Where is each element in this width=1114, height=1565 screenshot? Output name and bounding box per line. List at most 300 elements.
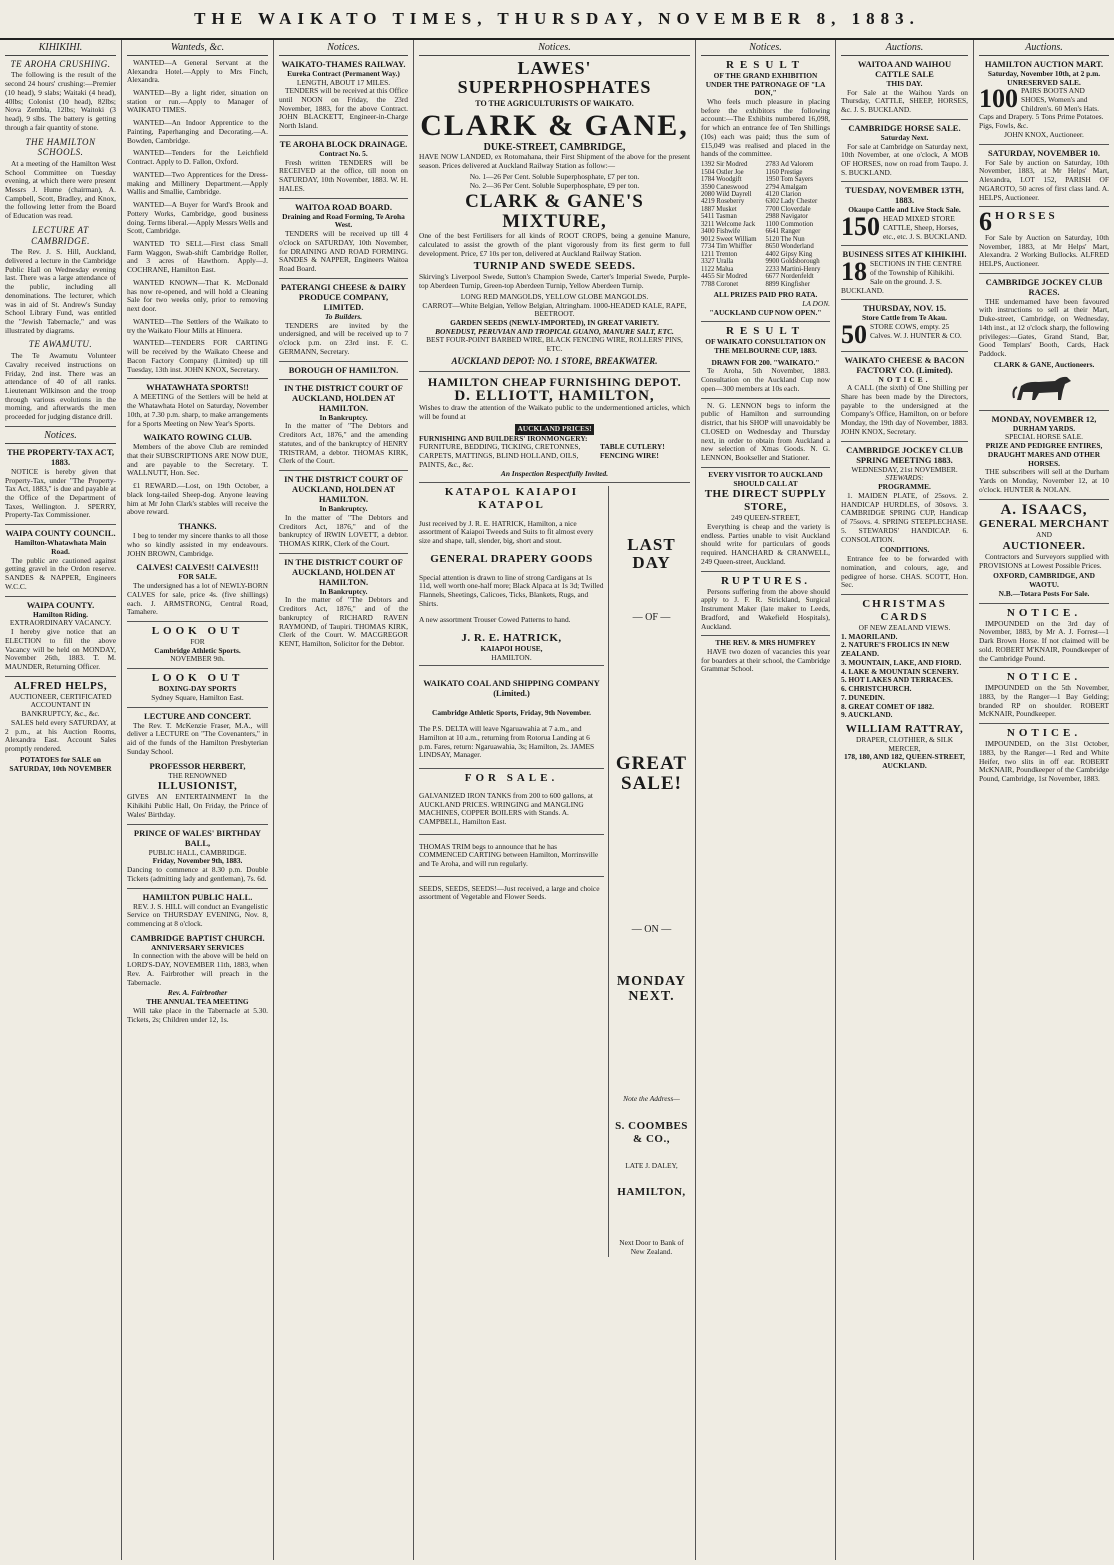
ad-sports [127,382,268,428]
column-8 [974,40,1114,1560]
notice-impound-1 [979,607,1109,664]
ad-line: TABLE CUTLERY! [600,442,665,452]
ad-body: REV. J. S. HILL will conduct an Evangelistic Service on THURSDAY EVENING, Nov. 8, commencing at 8 o'clock. [127,901,268,928]
auction-body: For Sale at the Waihou Yards on Thursday, CATTLE, SHEEP, HORSES, &c. J. S. BUCKLAND. [841,87,968,115]
ad-coal-title: WAIKATO COAL AND SHIPPING COMPANY (Limited.) [423,677,600,698]
ad-title: RESULT [725,325,805,338]
tender-title: WAIKATO-THAMES RAILWAY. [281,58,406,69]
column-2 [122,40,274,1560]
ad-title: HAMILTON CHEAP FURNISHING DEPOT. [427,374,682,389]
notice-body: IMPOUNDED, on the 31st October, 1883, by the Ranger—1 Red and White Heifer, two slits in off ear. ROBERT McKNAIR, Poundkeeper of the Cambridge Pound, Cambridge, 1st November, 1883. [979,739,1109,784]
ad-title: THANKS. [178,521,217,532]
wanted-ad: WANTED—Two Apprentices for the Dress-making and Millinery Department.—Apply Wallis and Smallie, Cambridge. [127,169,268,197]
column-heading: Auctions. [979,42,1109,56]
wanted-ad: WANTED KNOWN—That K. McDonald has now re-opened, and will hold a Cleaning Sale for two weeks only, prior to removing next door. [127,277,268,314]
auction-body: STORE COWS, empty. 25 Calves. W. J. HUNTER & CO. [870,322,962,340]
article-title: LECTURE AT CAMBRIDGE. [31,224,90,246]
auction-title: WAITOA AND WAIHOU CATTLE SALE [857,58,952,79]
column-heading: Auctions. [841,42,968,56]
ad-subtitle: OF WAIKATO CONSULTATION ON THE MELBOURNE CUP, 1883. [705,337,826,355]
entry-item: 8899 Kingfisher [765,280,810,288]
ad-subtitle: FOR SALE. [178,572,217,582]
ad-body: Will take place in the Tabernacle at 5.30. Tickets, 2s; Children under 12, 1s. [127,1005,268,1024]
ad-firm: CLARK & GANE, [420,109,689,143]
column-heading: Notices. [419,42,690,56]
reward-ad: £1 REWARD.—Lost, on 19th October, a black long-tailed Sheep-dog. Anyone leaving him at Mr John Clark's stables will receive the above reward. [127,481,268,517]
auction-title: BUSINESS SITES AT KIHIKIHI. [842,249,967,260]
ad-hall [127,892,268,929]
ad-subtitle: THE RENOWNED [168,770,227,780]
card-item: 1. MAORILAND. [841,631,898,641]
masthead-title: THE WAIKATO TIMES, THURSDAY, NOVEMBER 8, 1883. [194,9,920,28]
auction-body: For Sale by auction on Saturday, 10th November, 1883, at Mr Helps' Mart, Alexandra, LOT 152, PARISH OF NGAROTO, 50 acres of first class land. A. HELPS, Auctioneer. [979,157,1109,202]
auction-title: CAMBRIDGE HORSE SALE. [848,122,961,133]
entry-item: 1160 Prestige [765,168,803,176]
entry-item: 1211 Trenton [701,250,738,258]
ad-body: HAVE two dozen of vacancies this year for boarders at their school, the Cambridge Grammar School. [701,646,830,674]
ad-place: PUBLIC HALL, CAMBRIDGE. [148,847,247,857]
entry-item: 4219 Roseberry [701,198,745,206]
ad-forsale: FOR SALE. [464,771,559,784]
auction-title: HORSES [995,210,1058,223]
court-notice-2 [279,474,408,549]
ad-line: FENCING WIRE! [600,451,659,461]
notice-subtitle: Hamilton Riding. [32,609,89,619]
ad-title: THE REV. & MRS HUMFREY [715,638,816,648]
ad-body: SEEDS, SEEDS, SEEDS!—Just received, a large and choice assortment of Vegetable and Flower Seeds. [419,883,600,902]
auction-sub: PRIZE AND PEDIGREE ENTIRES, DRAUGHT MARES AND OTHER HORSES. [985,441,1103,468]
sale-firm: S. COOMBES & CO., [615,1119,688,1145]
notice-waipa-county [5,600,116,672]
card-item: 2. NATURE'S FROLICS IN NEW ZEALAND. [841,640,950,659]
auction-count: 150 [841,212,880,242]
tender-body: TENDERS will be received up till 4 o'clock on SATURDAY, 10th November, for DRAINING AND ROAD FORMING. SANDES & NAPPER, Engineers Waitoa Road Board. [279,229,408,274]
wanted-ad: WANTED TO SELL—First class Small Farm Waggon, Swab-shift Cambridge Roller, and 3 acres of Hawthorn. Apply—J. COCHRANE, Hamilton East. [127,239,268,275]
jockey-conditions: CONDITIONS. [879,545,930,555]
notice-title: WAIKATO CHEESE & BACON FACTORY CO. (Limited). [844,354,965,375]
ad-subtitle: OF NEW ZEALAND VIEWS. [858,622,951,632]
auction-body: For Sale by Auction on Saturday, 10th November, 1883, at Mr Helps' Mart, Alexandra. 2 Working Bullocks. ALFRED HELPS, Auctioneer. [979,232,1109,268]
entry-item: 2080 Wild Dayrell [701,190,752,198]
ad-professor [127,761,268,820]
ad-clark-gane [419,59,690,367]
ad-body: Members of the above Club are reminded that their SUBSCRIPTIONS ARE NOW DUE, and are payable to the Secretary. T. WALLNUTT, Hon. Sec. [127,442,268,478]
ad-body: Just received by J. R. E. HATRICK, Hamilton, a nice assortment of Kaiapoi Tweeds and Suits to fit almost every size and shape, tall, slender, big, short and stout. [419,518,594,546]
ad-line: LONG RED MANGOLDS, YELLOW GLOBE MANGOLDS. [460,291,649,301]
auction-title: SATURDAY, NOVEMBER 10. [987,147,1101,158]
ad-address: 178, 180, AND 182, QUEEN-STREET, AUCKLAND. [843,752,965,771]
wanted-ad: WANTED—Tenders for the Leichfield Contract. Apply to D. Fallon, Oxford. [127,148,268,167]
ad-illusionist: ILLUSIONIST, [157,780,238,793]
tender-drainage [279,139,408,194]
ad-title: HAMILTON PUBLIC HALL. [142,891,253,902]
auction-day: Saturday, November 10th, at 2 p.m. [987,68,1101,78]
tender-subtitle: Contract No. 5. [319,148,368,158]
ad-seeds: TURNIP AND SWEDE SEEDS. [473,260,636,273]
auction-count: 6 [979,207,992,237]
card-item: 9. AUCKLAND. [841,710,893,720]
article-title: THE HAMILTON SCHOOLS. [25,136,96,158]
column-5 [609,486,690,1256]
court-body: In the matter of "The Debtors and Creditors Act, 1876," and of the bankruptcy of RICHARD RAVEN RAYMOND, of Taupiri. THOMAS KIRK, Clerk of the Court. W. MACGREGOR KENT, Hamilton, Solicitor for the Debtor. [279,595,408,649]
ad-event: BOXING-DAY SPORTS [158,684,237,694]
auction-body: SECTIONS IN THE CENTRE of the Township of Kihikihi. Sale on the ground. J. S. BUCKLAND. [841,259,962,295]
sale-town: HAMILTON, [617,1186,686,1199]
jockey-stewards: STEWARDS: [885,473,924,483]
entry-item: 1122 Malua [701,265,734,273]
sale-on: — ON — [631,923,672,935]
ad-address: 249 QUEEN-STREET, [731,513,800,523]
ad-name: J. R. E. HATRICK, [461,632,562,645]
wanted-ad: WANTED—A Buyer for Ward's Brook and Pottery Works, Cambridge, good business doing. Terms liberal.—Apply Messrs Wells and Scott, Cambridge. [127,200,268,236]
entry-item: 1392 Sir Modred [701,161,748,169]
article-title: TE AWAMUTU. [28,339,93,350]
ad-baptist [127,933,268,1025]
entry-item: 1100 Commotion [765,220,814,228]
auction-body: PAIRS BOOTS AND SHOES, Women's and Children's. 60 Men's Hats. Caps and Drapery. 5 Tons Prime Potatoes. Pigs, Fowls, &c. [979,86,1104,131]
ad-store: THE DIRECT SUPPLY STORE, [704,488,827,514]
ad-body: Everything is cheap and the variety is endless. Parties unable to visit Auckland should write for particulars of goods required. HANCHARD & CRANWELL, 249 Queen-street, Auckland. [701,521,830,566]
entry-item: 4455 Sir Modred [701,273,748,281]
ad-prizes: ALL PRIZES PAID PRO RATA. [713,290,818,300]
ad-tea: THE ANNUAL TEA MEETING [146,997,249,1007]
entry-item: 9900 Goldsborough [765,258,820,266]
notice-title: WAIPA COUNTY COUNCIL. [5,528,116,539]
ad-firm: WILLIAM RATTRAY, [845,723,964,736]
auction-count: 18 [841,257,867,287]
auction-title: CAMBRIDGE JOCKEY CLUB RACES. [985,276,1103,297]
jockey-title: CAMBRIDGE JOCKEY CLUB SPRING MEETING 1883. [846,444,963,465]
article-te-aroha [5,59,116,133]
notice-title: NOTICE. [1006,727,1082,740]
auction-mart [979,59,1109,140]
court-title: IN THE DISTRICT COURT OF AUCKLAND, HOLDEN AT HAMILTON. [284,382,403,413]
notice-title: NOTICE. [1006,671,1082,684]
article-title: TE AROHA CRUSHING. [10,58,111,69]
tender-body: Fresh written TENDERS will be RECEIVED at the office, till noon on SATURDAY, 10th November, 1883. W. H. HALES. [279,157,408,193]
entry-item: 7700 Cloverdale [765,205,811,213]
court-body: In the matter of "The Debtors and Creditors Act, 1876," and the amending statutes, and of the bankruptcy of HENRY TRISTRAM, a debtor. THOMAS KIRK, Clerk of the Court. [279,421,408,466]
column-3 [274,40,414,1560]
article-body: At a meeting of the Hamilton West School Committee on Tuesday evening, at which there were present Messrs J. Hume (chairman), A. Campbell, Scott, Bradley, and Knox, the following letter from the Board of Education was read. [5,158,116,221]
entry-item: 8650 Wonderland [765,243,814,251]
auction-cambridge [841,123,968,178]
article-te-awamutu [5,339,116,421]
ad-body: HAVE NOW LANDED, ex Rotomahana, their First Shipment of the above for the present season. Prices delivered at Auckland Railway Station as follow:— [419,152,690,171]
notice-property-tax [5,447,116,520]
notice-subtitle: EXTRAORDINARY VACANCY. [9,618,112,628]
entry-item: 3211 Welcome Jack [701,220,756,228]
ad-place: Sydney Square, Hamilton East. [151,692,244,702]
auction-sub: SPECIAL HORSE SALE. [1005,432,1083,442]
ad-alfred-helps [5,680,116,774]
auction-body: For sale at Cambridge on Saturday next, 10th November, at one o'clock, A MOB OF HORSES, now on road from Taupo. J. S. BUCKLAND. [841,141,968,177]
court-notice-3 [279,557,408,649]
ad-totara: N.B.—Totara Posts For Sale. [998,588,1090,598]
notice-cheese [841,355,968,437]
ad-ruptures [701,575,830,632]
card-item: 8. GREAT COMET OF 1882. [841,701,934,711]
entry-item: 1887 Musket [701,205,737,213]
ad-isaacs [979,503,1109,599]
ad-body: I beg to tender my sincere thanks to all those who so kindly assisted in my endeavours. JOHN BROWN, Cambridge. [127,531,268,558]
ad-body: The Rev. T. McKenzie Fraser, M.A., will deliver a LECTURE on "The Covenanters," in aid of the funds of the Hamilton Presbyterian Sunday School. [127,720,268,756]
auctioneer: JOHN KNOX, Auctioneer. [1004,129,1084,139]
ad-line: BONEDUST, PERUVIAN AND TROPICAL GUANO, MANURE SALT, ETC. [435,326,674,336]
ad-lecture [127,711,268,757]
ad-firm: D. ELLIOTT, HAMILTON, [454,387,655,404]
horse-illustration [1009,372,1079,406]
article-schools [5,137,116,221]
ad-body: Persons suffering from the above should apply to J. F. R. Strickland, Surgical Instrument Maker (late maker to Leeds, Bradford, and Wakefield Hospitals), Auckland. [701,586,830,631]
ad-body: Who feels much pleasure in placing before the exhibitors the following account:—The Exhibits numbered 16,098, for which an entrance fee of Ten Shillings (10s) each was paid; thus the sum of £15,049 was realised and placed in the hands of the committee. [701,96,830,159]
auction-count: 100 [979,84,1018,114]
article-body: The following is the result of the second 24 hours' crushing:—Premier (10 head), 9 slabs; Waitaki (4 head), 40lbs; Colonist (10 head), 82lbs; Nova Zembla, 12lbs; Waitoki (3 head), 9 slbs. The battery is getting through a fair quantity of stone. [5,70,116,132]
court-subtitle: In Bankruptcy. [319,504,368,514]
entry-item: 2794 Amalgam [765,183,808,191]
entry-item: 5120 The Nun [765,235,805,243]
tender-title: WAITOA ROAD BOARD. [295,201,392,212]
notice-body: IMPOUNDED on the 3rd day of November, 1883, by Mr A. J. Forrest—1 Dark Brown Horse. If not claimed will be sold. ROBERT M'KNAIR, Poundkeeper of the Cambridge Pound. [979,618,1109,663]
ad-body: A new assortment Trouser Cowed Patterns to hand. [419,614,571,624]
wanted-ad: WANTED—A General Servant at the Alexandra Hotel.—Apply to Mrs Finch, Alexandra. [127,57,268,85]
sale-next: Next Door to Bank of New Zealand. [619,1238,684,1256]
ad-body: SALES held every SATURDAY, at 2 p.m., at his Auction Rooms, Alexandra East. Account Sales promptly rendered. [5,717,116,754]
notice-body: The public are cautioned against getting gravel in the Ordon reserve. SANDES & NAPPER, Engineers W.C.C. [5,555,116,591]
entries-list [701,161,830,288]
wanted-ad: WANTED—TENDERS FOR CARTING will be received by the Waikato Cheese and Bacon Factory Company (Limited) up till Tuesday, 13th inst. JOHN KNOX, Secretary. [127,338,268,374]
court-subtitle: In Bankruptcy. [319,412,368,422]
sale-lastday: LAST DAY [627,535,676,573]
entry-item: 9012 Sweet William [701,235,757,243]
tender-railway [279,59,408,131]
ad-title: CALVES! CALVES!! CALVES!!! [136,562,259,573]
ad-christmas-cards [841,598,968,771]
tender-title: TE AROHA BLOCK DRAINAGE. [279,138,408,149]
court-title: IN THE DISTRICT COURT OF AUCKLAND, HOLDEN AT HAMILTON. [284,556,403,587]
notice-body: NOTICE is hereby given that Property-Tax, under "The Property-Tax Act, 1883," is due and payable at the Office of the Department of Taxes, Wellington. J. SPERRY, Property-Tax Commissioner. [5,466,116,520]
jockey-programme: PROGRAMME. [878,482,931,492]
sale-of: — OF — [632,611,671,623]
ad-title: LOOK OUT [151,625,244,638]
article-body: The Te Awamutu Volunteer Cavalry received instructions on Friday, 2nd inst. There was an attendance of 40 of all ranks. Lieutenant Wilkinson and the troop through various evolutions in the morning, and afterwards the men proceeded for judging distance drill. [5,351,116,422]
price-line: No. 2—36 Per Cent. Soluble Superphosphate, £9 per ton. [469,180,640,190]
ad-mixture: CLARK & GANE'S MIXTURE, [465,191,644,233]
ad-rowing [127,432,268,478]
ad-calves [127,562,268,617]
ad-body: Te Aroha, 5th November, 1883. Consultation on the Auckland Cup now open—300 members at 10s each. [701,366,830,393]
entry-item: 3590 Caneswood [701,183,749,191]
column-4 [414,40,696,1560]
notice-label: NOTICE. [878,374,931,384]
ad-body: The undersigned has a lot of NEWLY-BORN CALVES for sale, price 4s. (five shillings) each. J. ARMSTRONG, Central Road, Tamahere. [127,581,268,617]
ad-subtitle: ANNIVERSARY SERVICES [151,942,244,952]
sale-late: LATE J. DALEY, [625,1160,678,1170]
ad-address: DUKE-STREET, CAMBRIDGE, [483,141,626,153]
entry-item: 1504 Ostler Joe [701,168,744,176]
ad-title: CAMBRIDGE BAPTIST CHURCH. [130,932,265,943]
ad-title: RESULT [725,58,805,71]
entry-item: 4120 Clarion [765,190,802,198]
ad-subtitle: FOR [190,637,205,647]
ad-body: In connection with the above will be held on LORD'S-DAY, NOVEMBER 11th, 1883, when Rev. A. Fairbrother will preach in the Tabernacle. [127,951,268,987]
ad-preacher: Rev. A. Fairbrother [167,988,228,998]
ad-body: Special attention is drawn to line of strong Cardigans at 1s 11d, well worth one-half more; Black Alpaca at 1s 3d; Twilled Flannels, Sheetings, Calicoes, Ticks, Blankets, Rugs, and Shirts. [419,572,604,608]
ad-coal-sub: Cambridge Athletic Sports, Friday, 9th November. [431,708,592,718]
column-heading: KIHIKIHI. [5,42,116,56]
tender-dairy [279,282,408,357]
auctioneer: CLARK & GANE, Auctioneers. [993,359,1095,369]
notice-impound-2 [979,671,1109,719]
ad-subtitle: DRAPER, CLOTHIER, & SILK MERCER, [855,734,954,753]
ad-title: RUPTURES. [720,574,811,587]
ad-la-don [701,59,830,317]
auction-title: MONDAY, NOVEMBER 12, [991,413,1097,424]
court-title: IN THE DISTRICT COURT OF AUCKLAND, HOLDEN AT HAMILTON. [284,473,403,505]
card-item: 5. HOT LAKES AND TERRACES. [841,675,953,685]
ad-title: EVERY VISITOR TO AUCKLAND SHOULD CALL AT [708,469,823,488]
sale-monday: MONDAY NEXT. [616,974,687,1005]
ad-lennon: N. G. LENNON begs to inform the public of Hamilton and surrounding district, that his SHOP will unavoidably be CLOSED on Wednesday and Thursday next, in order to obtain from Auckland a new selection of Xmas Goods. N. G. LENNON, Bookseller and Stationer. [701,400,830,463]
entry-item: 3327 Uralla [701,258,734,266]
ad-cup: "AUCKLAND CUP NOW OPEN." [709,307,822,317]
ad-drawn: DRAWN FOR 200. "WAIKATO." [711,357,820,367]
entry-item: 7734 Tim Whiffler [701,243,753,251]
ad-subtitle: AUCTIONEER, CERTIFICATED ACCOUNTANT IN BANKRUPTCY, &c., &c. [9,691,112,719]
jockey-body: Entrance fee to be forwarded with nomination, and colours, age, and pedigree of horse. CHAS. SCOTT, Hon. Sec. [841,554,968,590]
column-heading: Wanteds, &c. [127,42,268,56]
ad-line: BEST FOUR-POINT BARBED WIRE, BLACK FENCING WIRE, ROLLERS' PINS, ETC. [426,335,683,354]
ad-line: An Inspection Respectfully Invited. [500,468,609,478]
ad-body: GIVES AN ENTERTAINMENT In the Kihikihi Public Hall, On Friday, the Prince of Wales' Birthday. [127,792,268,819]
auction-body: HEAD MIXED STORE CATTLE, Sheep, Horses, etc., etc. J. S. BUCKLAND. [883,214,967,241]
ad-body: Dancing to commence at 8.30 p.m. Double Tickets (admitting lady and gentleman), 7s. 6d. [127,865,268,883]
card-item: 4. LAKE & MOUNTAIN SCENERY. [841,666,959,676]
auction-title: HAMILTON AUCTION MART. [984,58,1104,69]
ad-title: ALFRED HELPS, [13,679,108,692]
ad-line: FURNITURE, BEDDING, TICKING, CRETONNES, CARPETS, MATTINGS, BLIND HOLLAND, OILS, PAINTS, &c., &c. [419,442,581,469]
ad-title: PROFESSOR HERBERT, [149,760,246,771]
auction-te-akau [841,303,968,350]
jockey-body: 1. MAIDEN PLATE, of 25sovs. 2. HANDICAP HURDLES, of 30sovs. 3. CAMBRIDGE SPRING CUP, Handicap of 75sovs. 4. SPRING STEEPLECHASE. 5. STEWARDS' HANDICAP. 6. CONSOLATION. [841,490,968,544]
ad-body: THOMAS TRIM begs to announce that he has COMMENCED CARTING between Hamilton, Morrinsville and Te Aroha, and will run regularly. [419,841,599,869]
column-heading: Notices. [701,42,830,56]
card-item: 3. MOUNTAIN, LAKE, AND FIORD. [841,657,962,667]
column-6 [696,40,836,1560]
auction-body: THE undernamed have been favoured with instructions to sell at their Mart, Duke-street, Cambridge, on Wednesday, 14th inst., at 12 o'clock sharp, the following privileges:—Gates, Grand Stand, Bar, Good Templars' Booth, Cards, Hack Paddock. [979,296,1109,359]
ad-thanks [127,521,268,558]
auction-horses [979,207,1109,268]
ad-title: LECTURE AND CONCERT. [144,710,251,721]
auction-kihikihi [841,249,968,295]
ad-town: HAMILTON. [491,652,532,662]
notice-title: NOTICE. [1006,606,1082,619]
column-7 [836,40,974,1560]
column-1 [0,40,122,1560]
ad-body: The P.S. DELTA will leave Ngaruawahia at 7 a.m., and Hamilton at 10 a.m., returning from Rotorua Landing at 6 p.m. Fares, return: Ngaruawahia, 3s; Hamilton, 2s. JAMES LINDSAY, Manager. [419,724,595,760]
ad-line: GARDEN SEEDS (NEWLY-IMPORTED), IN GREAT VARIETY. [450,317,659,327]
ad-title: KATAPOL KAIAPOI KATAPOL [444,486,579,512]
notice-impound-3 [979,727,1109,784]
ad-event: Cambridge Athletic Sports. [154,645,241,655]
ad-line: CARROT—White Belgian, Yellow Belgian, Altringham. 1000-HEADED KALE, RAPE, BEETROOT. [422,300,687,319]
ad-drapery: GENERAL DRAPERY GOODS [430,553,593,566]
ad-body: GALVANIZED IRON TANKS from 200 to 600 gallons, at AUCKLAND PRICES. WRINGING and MANGLING MACHINES, COPPER BOILERS with Stands. A. CAMPBELL, Hamilton East. [419,790,593,827]
notices-heading: Notices. [5,430,116,444]
ad-date: NOVEMBER 9th. [170,654,225,664]
article-lecture [5,225,116,336]
ad-title: A. ISAACS, [1000,501,1088,518]
ad-title: CHRISTMAS CARDS [862,598,947,623]
tender-road-board [279,202,408,274]
masthead [0,0,1114,40]
wanted-ad: WANTED—An Indoor Apprentice to the Painting, Paperhanging and Decorating.—A. Bowden, Cambridge. [127,118,268,145]
auction-ngaroto [979,148,1109,203]
ad-depot: AUCKLAND DEPOT: NO. 1 STORE, BREAKWATER. [451,355,658,366]
tender-title: PATERANGI CHEESE & DAIRY PRODUCE COMPANY, LIMITED. [280,281,407,312]
ad-elliott [419,375,690,479]
ad-title: LAWES' SUPERPHOSPHATES [457,57,652,97]
notice-subtitle: Hamilton-Whatawhata Main Road. [14,538,107,556]
ad-prices: AUCKLAND PRICES! [517,423,592,433]
ad-consultation [701,325,830,393]
ad-lookout [127,625,268,664]
ad-title: WAIKATO ROWING CLUB. [143,432,252,443]
ad-humfrey [701,639,830,674]
entry-item: 3400 Fishwife [701,228,741,236]
ad-date: Friday, November 9th, 1883. [152,856,243,866]
auction-sub: Store Cattle from Te Akau. [862,313,947,323]
auction-day: THIS DAY. [886,78,923,88]
entry-item: 1784 Woodgift [701,176,742,184]
entry-item: 2783 Ad Valorem [765,161,814,169]
tender-body: TENDERS are invited by the undersigned, and will be received up to 7 o'clock p.m. on 23rd inst. F. C. GERMANN, Secretary. [279,320,408,356]
tender-subtitle: Eureka Contract (Permanent Way.) [287,68,400,78]
auction-jockey-club [979,277,1109,406]
card-item: 6. CHRISTCHURCH. [841,684,912,694]
jockey-club [841,445,968,590]
notice-borough [279,365,408,375]
entry-item: 6302 Lady Chester [765,198,818,206]
court-notice-1 [279,383,408,466]
ad-signature: LA DON. [802,298,830,308]
auction-count: 50 [841,320,867,350]
ad-body: Wishes to draw the attention of the Waikato public to the undermentioned articles, which will be found at [419,403,690,422]
ad-subtitle: TO THE AGRICULTURISTS OF WAIKATO. [475,98,634,108]
tender-body: TENDERS will be received at this Office until NOON on Friday, the 23rd November, 1883, for the above Contract. JOHN BLACKETT, Engineer-in-Charge North Island. [279,86,408,131]
sale-note: Note the Address— [623,1093,680,1103]
column-heading: Notices. [279,42,408,56]
jockey-date: WEDNESDAY, 21st NOVEMBER. [851,464,958,474]
ad-title: PRINCE OF WALES' BIRTHDAY BALL, [133,827,262,848]
ad-hatrick [419,486,609,1256]
auction-body: THE subscribers will sell at the Durham Yards on Monday, November 12, at 10 o'clock. HUNTER & NOLAN. [979,467,1109,494]
ad-title: WHATAWHATA SPORTS!! [146,382,249,393]
ad-line: GENERAL MERCHANT [979,518,1109,531]
auction-day: Saturday Next. [880,132,929,142]
notice-title: THE PROPERTY-TAX ACT, 1883. [7,446,114,467]
notice-body: I hereby give notice that an ELECTION to fill the above Vacancy will be held on MONDAY, November 26th, 1883. T. M. MAUNDER, Returning Officer. [5,627,116,672]
entry-item: 6641 Ranger [765,228,801,236]
ad-line: AND [1035,530,1052,540]
wanted-ad: WANTED—The Settlers of the Waikato to try the Waikato Flour Mills at Hinuera. [127,316,268,335]
card-list [841,633,968,720]
ad-house: KAIAPOI HOUSE, [480,644,543,653]
ad-line: AUCTIONEER. [1002,539,1086,552]
auction-sub: UNRESERVED SALE. [1007,77,1081,87]
article-body: The Rev. J. S. Hill, Auckland, delivered a lecture in the Cambridge Public Hall on Wednesday evening last. There was a large attendance of the public, including all denominations. The lecturer, which was in aid of St. Andrew's Sunday School Library Fund, was entitled the "Jewish Tabernacle," and was illustrated by diagrams. [5,247,116,335]
card-item: 7. DUNEDIN. [841,692,885,702]
